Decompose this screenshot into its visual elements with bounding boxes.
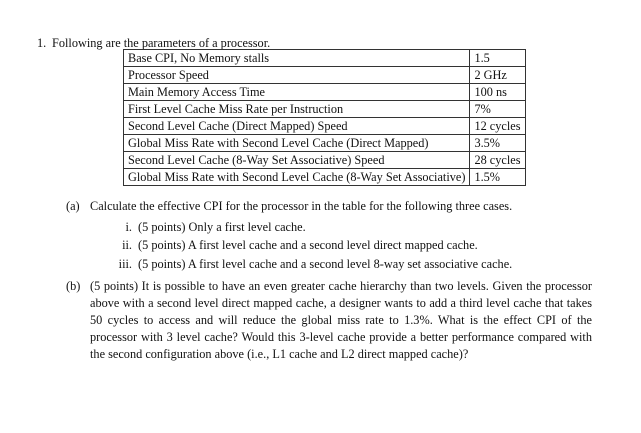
parameter-name: Main Memory Access Time bbox=[124, 84, 470, 101]
parameter-value: 7% bbox=[470, 101, 525, 118]
part-b-text: (5 points) It is possible to have an even greater cache hierarchy than two levels. Given the processor above with a second level direct mapped cache, a designer wants to add a third level cache that takes 50 cycles to access and will reduce the global miss rate to 1.3%. What is the effect CPI of the processor with 3 level cache? Would this 3-level cache provide a better performance compared with the second configuration above (i.e., L1 cache and L2 direct mapped cache)? bbox=[90, 279, 592, 361]
part-a-text: Calculate the effective CPI for the processor in the table for the following three cases. bbox=[90, 199, 513, 213]
question-number: 1. bbox=[37, 36, 47, 50]
question-intro: Following are the parameters of a processor. bbox=[52, 36, 271, 50]
part-b-label: (b) bbox=[66, 279, 81, 293]
table-row bbox=[124, 50, 526, 67]
table-row bbox=[124, 67, 526, 84]
item-iii-text: (5 points) A first level cache and a second level 8-way set associative cache. bbox=[138, 257, 513, 271]
parameter-name: Base CPI, No Memory stalls bbox=[124, 50, 470, 67]
parameter-value: 2 GHz bbox=[470, 67, 525, 84]
table-row bbox=[124, 169, 526, 186]
parameter-name: Global Miss Rate with Second Level Cache (8-Way Set Associative) bbox=[124, 169, 470, 186]
parameter-value: 1.5 bbox=[470, 50, 525, 67]
parameter-value: 3.5% bbox=[470, 135, 525, 152]
item-iii-label: iii. bbox=[118, 257, 132, 271]
part-a-label: (a) bbox=[66, 199, 80, 213]
parameter-name: First Level Cache Miss Rate per Instruction bbox=[124, 101, 470, 118]
parameter-value: 28 cycles bbox=[470, 152, 525, 169]
item-i-text: (5 points) Only a first level cache. bbox=[138, 220, 306, 234]
item-ii-text: (5 points) A first level cache and a second level direct mapped cache. bbox=[138, 238, 478, 252]
item-ii-label: ii. bbox=[122, 238, 132, 252]
parameter-name: Global Miss Rate with Second Level Cache (Direct Mapped) bbox=[124, 135, 470, 152]
table-row bbox=[124, 135, 526, 152]
parameter-value: 1.5% bbox=[470, 169, 525, 186]
table-row bbox=[124, 118, 526, 135]
parameter-name: Second Level Cache (8-Way Set Associative) Speed bbox=[124, 152, 470, 169]
parameter-value: 12 cycles bbox=[470, 118, 525, 135]
table-row bbox=[124, 84, 526, 101]
item-i-label: i. bbox=[125, 220, 132, 234]
parameter-name: Second Level Cache (Direct Mapped) Speed bbox=[124, 118, 470, 135]
parameter-value: 100 ns bbox=[470, 84, 525, 101]
parameter-name: Processor Speed bbox=[124, 67, 470, 84]
table-row bbox=[124, 152, 526, 169]
table-row bbox=[124, 101, 526, 118]
parameters-table bbox=[123, 49, 526, 186]
